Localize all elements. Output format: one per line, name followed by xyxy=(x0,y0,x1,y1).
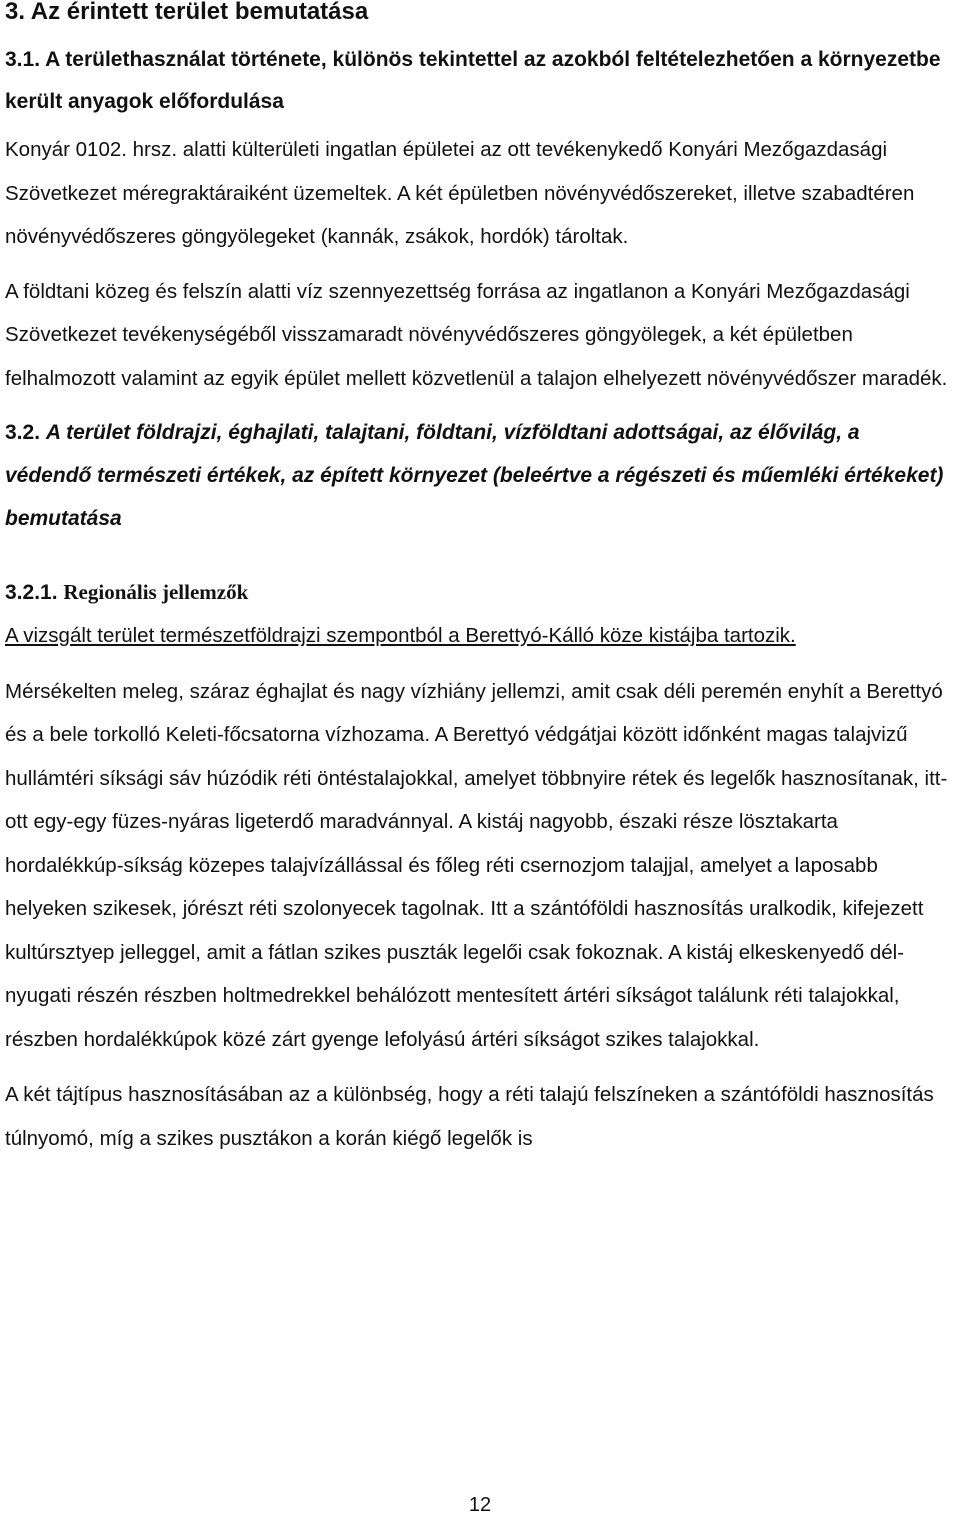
heading-section-3-1: 3.1. A területhasználat története, különös tekintettel az azokból feltételezhetően a környezetbe került anyagok előfordulása xyxy=(5,48,941,113)
paragraph-region-classification: A vizsgált terület természetföldrajzi szempontból a Berettyó-Kálló köze kistájba tartozik. xyxy=(5,624,796,647)
page-number: 12 xyxy=(468,1494,492,1516)
heading-section-3-2-title: A terület földrajzi, éghajlati, talajtani, földtani, vízföldtani adottságai, az élővilág, a védendő természeti értékek, az épített környezet (beleértve a régészeti és műemléki értékeket) bemutatása xyxy=(5,421,944,530)
heading-section-3-2-number: 3.2. xyxy=(5,421,46,444)
paragraph-land-use-history: Konyár 0102. hrsz. alatti külterületi ingatlan épületei az ott tevékenykedő Konyári Mezőgazdasági Szövetkezet méregraktáraiként üzemeltek. A két épületben növényvédőszereket, illetve szabadtéren növényvédőszeres göngyölegeket (kannák, zsákok, hordók) tároltak. xyxy=(5,138,915,248)
document-page xyxy=(5,0,957,1160)
paragraph-contamination-source: A földtani közeg és felszín alatti víz szennyezettség forrása az ingatlanon a Konyári Mezőgazdasági Szövetkezet tevékenységéből visszamaradt növényvédőszeres göngyölegek, a két épületben felhalmozott valamint az egyik épület mellett közvetlenül a talajon elhelyezett növényvédőszer maradék. xyxy=(5,279,948,390)
heading-section-3-2 xyxy=(5,411,945,540)
heading-section-3-2-1-title: Regionális jellemzők xyxy=(63,580,249,604)
heading-section-3-2-1-number: 3.2.1. xyxy=(5,581,64,604)
heading-section-3-2-1 xyxy=(5,575,957,610)
paragraph-regional-characteristics: Mérsékelten meleg, száraz éghajlat és nagy vízhiány jellemzi, amit csak déli peremén enyhít a Berettyó és a bele torkolló Keleti-főcsatorna vízhozama. A Berettyó védgátjai között időnként magas talajvizű hullámtéri síksági sáv húzódik réti öntéstalajokkal, amelyet többnyire rétek és legelők hasznosítanak, itt-ott egy-egy füzes-nyáras ligeterdő maradvánnyal. A kistáj nagyobb, északi része lösztakarta hordalékkúp-síkság közepes talajvízállással és főleg réti csernozjom talajjal, amelyet a laposabb helyeken szikesek, jórészt réti szolonyecek tagolnak. Itt a szántóföldi hasznosítás uralkodik, kifejezett kultúrsztyep jelleggel, amit a fátlan szikes puszták legelői csak fokoznak. A kistáj elkeskenyedő dél-nyugati részén részben holtmedrekkel behálózott mentesített ártéri síkságot találunk réti talajokkal, részben hordalékkúpok közé zárt gyenge lefolyású ártéri síkságot szikes talajokkal. xyxy=(5,679,948,1051)
heading-section-3: 3. Az érintett terület bemutatása xyxy=(5,0,369,25)
paragraph-land-use-difference: A két tájtípus hasznosításában az a különbség, hogy a réti talajú felszíneken a szántóföldi hasznosítás túlnyomó, míg a szikes pusztákon a korán kiégő legelők is xyxy=(5,1083,934,1150)
